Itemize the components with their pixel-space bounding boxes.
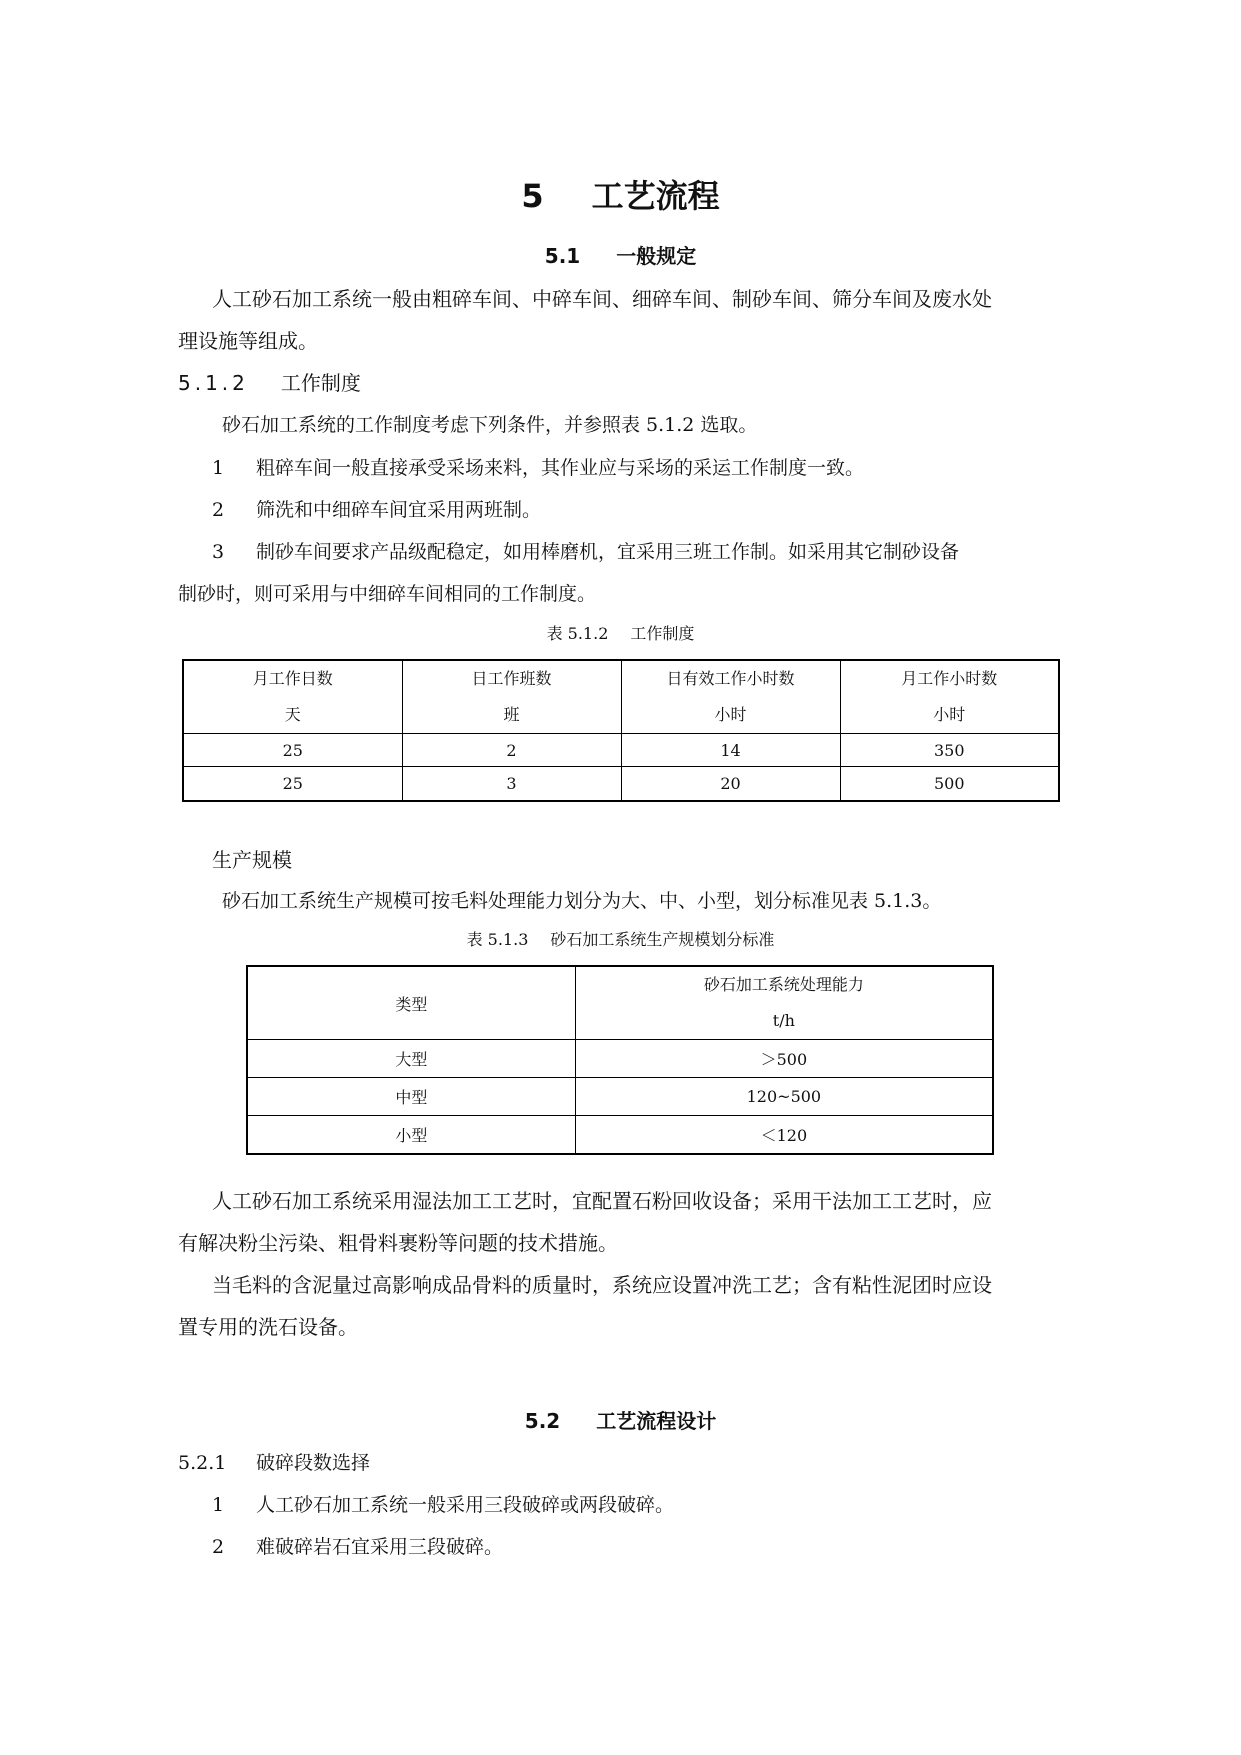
paragraph-line: 理设施等组成。: [178, 329, 318, 353]
paragraph-line: 当毛料的含泥量过高影响成品骨料的质量时，系统应设置冲洗工艺；含有粘性泥团时应设: [212, 1273, 992, 1297]
list-item: [212, 538, 959, 566]
subsection-5-2-1-heading: [178, 1449, 370, 1477]
scale-classification-table: [246, 965, 994, 1155]
table-cell: 500: [840, 767, 1059, 801]
section-title: 工艺流程设计: [596, 1409, 717, 1433]
table-row: [247, 1078, 993, 1116]
section-number: 5.2: [524, 1409, 561, 1433]
paragraph-line: 砂石加工系统的工作制度考虑下列条件，并参照表 5.1.2 选取。: [222, 414, 758, 436]
table-number: 表 5.1.2: [546, 624, 609, 643]
table-caption-title: 工作制度: [630, 624, 695, 643]
table-header-row: [247, 966, 993, 1040]
header-unit: t/h: [772, 1011, 795, 1030]
list-text: 制砂车间要求产品级配稳定，如用棒磨机，宜采用三班工作制。如采用其它制砂设备: [256, 541, 960, 563]
paragraph-line: 有解决粉尘污染、粗骨料裹粉等问题的技术措施。: [178, 1231, 618, 1255]
paragraph-line: 置专用的洗石设备。: [178, 1315, 358, 1339]
table-cell: 20: [621, 767, 840, 801]
header-unit: 小时: [714, 705, 747, 724]
table-cell: 25: [183, 767, 402, 801]
table-cell: 25: [183, 734, 402, 767]
list-text: 筛洗和中细碎车间宜采用两班制。: [256, 499, 542, 521]
table-caption-title: 砂石加工系统生产规模划分标准: [550, 930, 775, 949]
subsection-number: 5.2.1: [178, 1452, 227, 1474]
section-5-1-heading: [0, 242, 1241, 270]
subsection-title: 破碎段数选择: [256, 1452, 371, 1474]
table-row: [247, 1040, 993, 1078]
list-number: 3: [212, 541, 225, 563]
subsection-title: 工作制度: [280, 371, 361, 395]
list-text: 粗碎车间一般直接承受采场来料，其作业应与采场的采运工作制度一致。: [256, 457, 865, 479]
table-cell: 3: [402, 767, 621, 801]
table-header-cell: [621, 660, 840, 734]
chapter-number: 5: [521, 177, 544, 215]
table-header-row: [183, 660, 1059, 734]
table-header-cell: [575, 966, 993, 1040]
section-title: 一般规定: [616, 244, 697, 268]
list-number: 2: [212, 1536, 225, 1558]
table-cell: 中型: [247, 1078, 575, 1116]
subsection-5-1-2-heading: [178, 369, 361, 397]
table-cell: 14: [621, 734, 840, 767]
header-unit: 班: [503, 705, 520, 724]
table-cell: 120~500: [575, 1078, 993, 1116]
header-name: 日有效工作小时数: [666, 669, 795, 688]
table-cell: 2: [402, 734, 621, 767]
list-text: 人工砂石加工系统一般采用三段破碎或两段破碎。: [256, 1494, 675, 1516]
table-row: [183, 734, 1059, 767]
subsection-number: 5.1.2: [178, 371, 249, 395]
paragraph-line: 人工砂石加工系统采用湿法加工工艺时，宜配置石粉回收设备；采用干法加工工艺时，应: [212, 1189, 992, 1213]
list-item: [212, 1533, 503, 1561]
header-name: 日工作班数: [471, 669, 552, 688]
table-cell: 350: [840, 734, 1059, 767]
section-5-2-heading: [0, 1407, 1241, 1435]
table-header-cell: [402, 660, 621, 734]
table-header-cell: 类型: [247, 966, 575, 1040]
table-cell: 小型: [247, 1116, 575, 1154]
list-item-continuation: 制砂时，则可采用与中细碎车间相同的工作制度。: [178, 583, 597, 605]
table-row: [247, 1116, 993, 1154]
header-unit: 小时: [933, 705, 966, 724]
table-cell: ＞500: [575, 1040, 993, 1078]
section-number: 5.1: [544, 244, 581, 268]
table-header-cell: [183, 660, 402, 734]
chapter-title-text: 工艺流程: [591, 177, 720, 215]
header-name: 砂石加工系统处理能力: [703, 975, 864, 994]
list-item: [212, 454, 864, 482]
chapter-title: [0, 174, 1241, 218]
list-item: [212, 1491, 674, 1519]
list-item: [212, 496, 541, 524]
header-name: 月工作日数: [252, 669, 333, 688]
list-text: 难破碎岩石宜采用三段破碎。: [256, 1536, 504, 1558]
header-name: 月工作小时数: [901, 669, 998, 688]
list-number: 1: [212, 1494, 225, 1516]
scale-heading: 生产规模: [212, 848, 292, 872]
list-number: 2: [212, 499, 225, 521]
table-header-cell: [840, 660, 1059, 734]
table-cell: 大型: [247, 1040, 575, 1078]
table-row: [183, 767, 1059, 801]
work-system-table: [182, 659, 1060, 802]
table-cell: ＜120: [575, 1116, 993, 1154]
header-unit: 天: [284, 705, 301, 724]
table-caption: [0, 622, 1241, 646]
table-number: 表 5.1.3: [466, 930, 529, 949]
paragraph-line: 人工砂石加工系统一般由粗碎车间、中碎车间、细碎车间、制砂车间、筛分车间及废水处: [212, 287, 992, 311]
list-number: 1: [212, 457, 225, 479]
paragraph-line: 砂石加工系统生产规模可按毛料处理能力划分为大、中、小型，划分标准见表 5.1.3。: [222, 890, 942, 912]
table-caption: [0, 928, 1241, 952]
